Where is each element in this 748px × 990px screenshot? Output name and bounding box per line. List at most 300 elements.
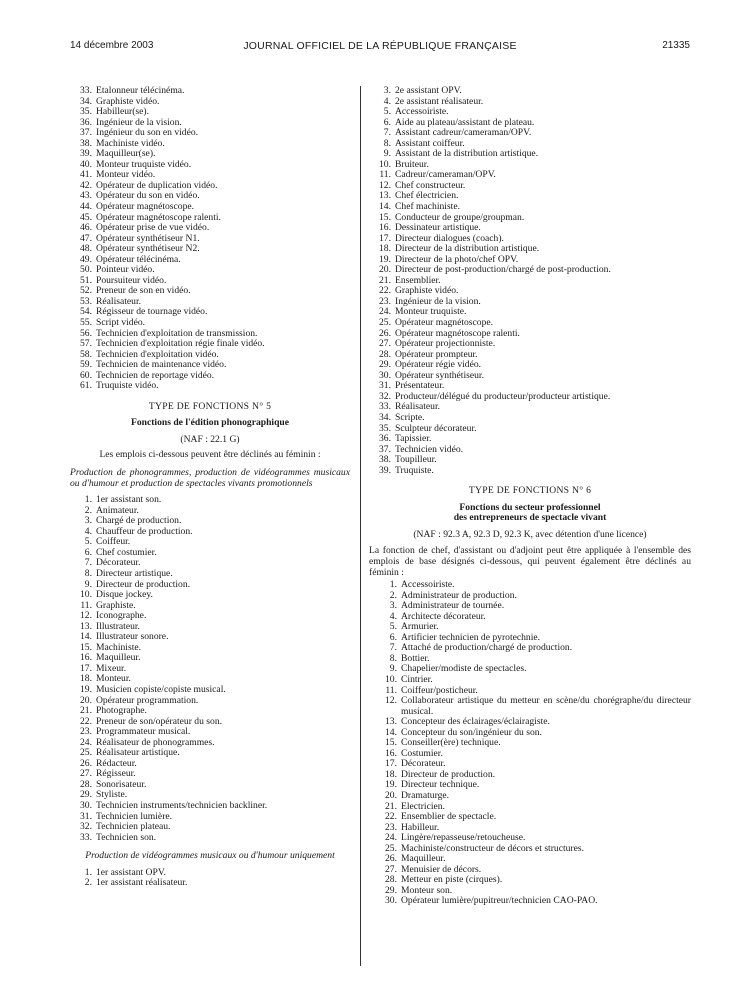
list-item-number: 11. [80,599,92,611]
list-item [70,160,350,171]
list-item [70,97,350,108]
list-item [375,802,691,813]
list-item-number: 18. [379,243,391,255]
list-item-number: 33. [80,85,92,96]
list-item [70,759,350,770]
list-item-number: 19. [80,683,92,695]
list-item-text: Directeur dialogues (coach). [395,233,504,244]
list-item [369,307,691,318]
list-item [70,213,350,224]
list-item-number: 11. [385,684,397,696]
list-item [369,318,691,329]
section5-group2-list [70,868,350,889]
list-item-number: 16. [379,222,391,234]
list-item [369,107,691,118]
list-item-text: Musicien copiste/copiste musical. [96,684,226,695]
section6-list [369,580,691,907]
list-item-number: 30. [80,800,92,811]
list-item-number: 50. [80,264,92,276]
list-item-number: 29. [385,884,397,896]
list-item-text: Technicien d'exploitation régie finale vidéo. [96,339,265,350]
list-item [375,633,691,644]
section6-intro: La fonction de chef, d'assistant ou d'adjoint peut être appliquée à l'ensemble des emplois de base désignés ci-dessous, qui peuvent également être déclinés au féminin : [369,545,691,578]
list-item [369,402,691,413]
list-item [70,558,350,569]
list-item-text: Concepteur des éclairages/éclairagiste. [401,717,550,728]
list-item [369,181,691,192]
list-item-number: 35. [379,422,391,434]
list-item [70,706,350,717]
list-item-text: Conducteur de groupe/groupman. [395,212,525,223]
list-item-number: 26. [80,757,92,769]
list-item-number: 4. [84,525,92,537]
list-item [70,664,350,675]
list-item-number: 1. [84,494,92,506]
list-item [375,580,691,591]
list-item [70,128,350,139]
list-item [369,276,691,287]
list-item-text: Opérateur prompteur. [395,349,478,360]
list-item-text: Accessoiriste. [401,580,455,591]
list-item-number: 9. [389,663,397,675]
list-item [70,643,350,654]
list-item-text: Technicien vidéo. [395,444,464,455]
list-item [369,424,691,435]
list-item-number: 21. [379,274,391,286]
list-item-number: 23. [80,726,92,738]
list-item [70,696,350,707]
list-item-text: Preneur de son/opérateur du son. [96,716,223,727]
list-item [70,86,350,97]
list-item-number: 44. [80,201,92,213]
list-item-number: 28. [80,778,92,790]
list-item [70,170,350,181]
list-item-number: 29. [80,789,92,801]
list-item-number: 13. [379,190,391,202]
list-item-text: Opérateur lumière/pupitreur/technicien CAO-PAO. [401,896,598,907]
list-item-number: 11. [379,169,391,181]
list-item-text: Monteur truquiste. [395,307,467,318]
list-type4-continued [70,86,350,392]
list-item [369,213,691,224]
list-item [70,580,350,591]
list-item-text: Technicien d'exploitation vidéo. [96,349,219,360]
list-item-text: Producteur/délégué du producteur/producteur artistique. [395,391,611,402]
list-item [369,445,691,456]
list-item-text: Chef constructeur. [395,180,466,191]
list-item-text: Opérateur prise de vue vidéo. [96,223,210,234]
list-item [70,495,350,506]
list-item-text: Chef machiniste. [395,202,461,213]
list-item-text: Assistant cadreur/cameraman/OPV. [395,128,532,139]
list-item-number: 18. [385,768,397,780]
list-item-text: Décorateur. [96,558,141,569]
list-item-text: Electricien. [401,801,445,812]
list-item [375,738,691,749]
list-item-text: Graphiste vidéo. [96,96,160,107]
list-item [369,339,691,350]
list-item [70,223,350,234]
list-item-text: Animateur. [96,505,139,516]
list-item-text: Réalisateur. [96,296,142,307]
list-item-text: Opérateur régie vidéo. [395,360,482,371]
list-item [369,381,691,392]
list-item-text: Opérateur synthétiseur N1. [96,233,200,244]
list-item [369,255,691,266]
list-item-text: Coiffeur. [96,537,131,548]
list-item [375,664,691,675]
list-item [369,244,691,255]
list-item-number: 8. [383,137,391,149]
list-item-number: 33. [80,831,92,843]
list-item [369,97,691,108]
list-item-text: Directeur artistique. [96,568,173,579]
list-item-number: 25. [379,317,391,329]
list-item-text: Etalonneur télécinéma. [96,86,185,96]
list-item [70,569,350,580]
list-item-text: Artificier technicien de pyrotechnie. [401,632,541,643]
list-item-text: Illustrateur sonore. [96,632,169,643]
list-item-number: 37. [80,127,92,139]
list-item-text: Graphiste vidéo. [395,286,459,297]
list-item [375,780,691,791]
list-item-number: 48. [80,243,92,255]
list-item [369,160,691,171]
list-item-number: 40. [80,158,92,170]
list-item-number: 15. [80,641,92,653]
section5-subtitle: Fonctions de l'édition phonographique [130,417,290,429]
list-item-number: 4. [389,610,397,622]
list-item [369,128,691,139]
list-item [70,674,350,685]
list-item-text: Tapissier. [395,434,432,445]
list-item-number: 1. [84,866,92,878]
list-item-number: 47. [80,232,92,244]
list-item-text: 2e assistant réalisateur. [395,96,484,107]
list-item-text: Réalisateur de phonogrammes. [96,737,215,748]
list-item-text: Truquiste. [395,465,434,476]
list-item [70,790,350,801]
list-item [70,139,350,150]
list-item [369,297,691,308]
list-item-text: Directeur de production. [401,769,496,780]
list-item-text: Illustrateur. [96,621,140,632]
list-item-text: Concepteur du son/ingénieur du son. [401,727,542,738]
list-item-text: Opérateur projectionniste. [395,339,496,350]
list-item-number: 30. [379,369,391,381]
list-item [369,413,691,424]
list-item [70,318,350,329]
list-item-text: Ingénieur de la vision. [96,117,182,128]
list-item [70,727,350,738]
list-item [70,748,350,759]
list-item-text: Machiniste. [96,642,142,653]
list-item-text: Sonorisateur. [96,779,147,790]
list-item [375,622,691,633]
list-item-number: 6. [383,116,391,128]
list-item [375,717,691,728]
list-item-number: 25. [80,747,92,759]
list-item-text: Technicien d'exploitation de transmission. [96,328,258,339]
list-item-number: 21. [80,705,92,717]
list-item [70,801,350,812]
list-item-text: Truquiste vidéo. [96,381,159,392]
list-item [70,632,350,643]
list-item-number: 3. [389,600,397,612]
list-item [369,455,691,466]
list-item-text: Administrateur de production. [401,590,517,601]
list-item-text: Directeur de post-production/chargé de post-production. [395,265,611,276]
right-column [369,86,691,907]
list-item [369,223,691,234]
list-item-number: 30. [385,895,397,907]
list-item-number: 6. [84,546,92,558]
list-item-number: 2. [389,589,397,601]
list-item-number: 37. [379,443,391,455]
list-item-number: 21. [385,800,397,812]
list-item-number: 18. [80,673,92,685]
list-item-number: 17. [379,232,391,244]
list-item [70,527,350,538]
list-item-text: Ensemblier de spectacle. [401,812,497,823]
list-item-text: Sculpteur décorateur. [395,423,477,434]
list-item-number: 42. [80,179,92,191]
list-item [375,896,691,907]
list-item-text: Technicien plateau. [96,822,171,833]
list-item-text: Habilleur(se). [96,107,150,118]
list-item-number: 29. [379,359,391,371]
list-item-text: Opérateur du son en vidéo. [96,191,200,202]
list-item-number: 10. [385,673,397,685]
list-item [369,392,691,403]
list-item-text: Cadreur/cameraman/OPV. [395,170,496,181]
list-item [369,371,691,382]
list-item-text: Monteur vidéo. [96,170,156,181]
list-item [70,717,350,728]
list-item-number: 61. [80,380,92,392]
list-item-number: 9. [84,578,92,590]
list-item-text: Maquilleur. [96,653,141,664]
list-item [70,506,350,517]
list-item-number: 14. [379,201,391,213]
list-item-number: 15. [379,211,391,223]
list-item [70,202,350,213]
list-item [70,653,350,664]
list-item [70,769,350,780]
list-item [375,812,691,823]
list-item-text: Technicien son. [96,832,157,843]
list-item [70,329,350,340]
list-item-number: 59. [80,359,92,371]
list-item-number: 17. [385,758,397,770]
list-item-text: Poursuiteur vidéo. [96,275,167,286]
list-item-text: 1er assistant son. [96,495,162,506]
list-item [70,371,350,382]
list-item [70,234,350,245]
list-item [70,350,350,361]
list-item [70,833,350,844]
list-item-number: 8. [389,652,397,664]
list-item-number: 36. [379,433,391,445]
list-item-text: Assistant de la distribution artistique. [395,149,539,160]
list-item-text: Opérateur magnétoscope ralenti. [96,212,221,223]
list-item-number: 14. [385,726,397,738]
list-item [70,191,350,202]
list-item-text: Opérateur programmation. [96,695,199,706]
list-item [70,255,350,266]
list-item [375,833,691,844]
list-item [70,276,350,287]
list-item [70,118,350,129]
section5-intro: Les emplois ci-dessous peuvent être déclinés au féminin : [99,448,321,460]
left-column [70,86,350,889]
list-item-number: 39. [80,148,92,160]
list-item-text: Directeur de la photo/chef OPV. [395,254,519,265]
list-item [70,812,350,823]
list-item [369,234,691,245]
list-item-number: 5. [383,106,391,118]
list-item [70,244,350,255]
list-item [70,307,350,318]
list-item [375,643,691,654]
list-item-number: 45. [80,211,92,223]
list-item-number: 24. [80,736,92,748]
list-item-text: Réalisateur artistique. [96,748,180,759]
list-item [369,170,691,181]
journal-title: JOURNAL OFFICIEL DE LA RÉPUBLIQUE FRANÇAISE [243,40,517,52]
list-item-text: Lingère/repasseuse/retoucheuse. [401,833,526,844]
section6-subtitle-1: Fonctions du secteur professionnel [459,501,601,513]
list-item [369,265,691,276]
list-item-text: Directeur de la distribution artistique. [395,244,540,255]
list-item [375,654,691,665]
list-item-text: Technicien de reportage vidéo. [96,370,215,381]
list-item-number: 1. [389,579,397,591]
list-item-text: Dessinateur artistique. [395,223,481,234]
list-item-text: Monteur truquiste vidéo. [96,159,192,170]
list-item-number: 27. [385,863,397,875]
list-item-text: Technicien instruments/technicien backliner. [96,801,268,811]
list-item [369,202,691,213]
list-item-number: 32. [379,390,391,402]
list-item-text: Dramaturge. [401,791,450,801]
list-item-number: 52. [80,285,92,297]
list-item-number: 55. [80,317,92,329]
list-item-text: Opérateur synthétiseur N2. [96,244,200,255]
list-item-number: 56. [80,327,92,339]
list-item [375,591,691,602]
list-item-text: Chef électricien. [395,191,459,202]
list-item [375,791,691,802]
list-item [70,878,350,889]
list-item-number: 24. [379,306,391,318]
list-item-text: Disque jockey. [96,590,153,601]
list-item-number: 12. [80,610,92,622]
list-item-text: Chapelier/modiste de spectacles. [401,664,527,675]
list-item-text: Conseiller(ère) technique. [401,738,501,749]
list-item-number: 6. [389,631,397,643]
list-item-text: Cintrier. [401,674,433,685]
list-item-number: 20. [80,694,92,706]
list-item-text: Chargé de production. [96,516,182,527]
list-item-number: 3. [84,515,92,527]
list-item-number: 5. [84,536,92,548]
list-item [369,286,691,297]
list-item-number: 26. [379,327,391,339]
list-item-text: Opérateur synthétiseur. [395,370,484,381]
list-item-number: 13. [385,716,397,728]
list-item-text: 1er assistant OPV. [96,867,166,878]
list-item-number: 36. [80,116,92,128]
list-item-text: Iconographe. [96,611,147,622]
list-item-number: 35. [80,106,92,118]
list-item-text: Technicien lumière. [96,811,173,822]
list-item-text: Armurier. [401,622,439,633]
list-item-number: 34. [379,411,391,423]
list-item-number: 13. [80,620,92,632]
list-item [70,537,350,548]
list-item-text: Directeur de production. [96,579,191,590]
list-item-number: 7. [389,642,397,654]
list-item-number: 46. [80,222,92,234]
list-item-text: Costumier. [401,748,443,759]
list-item [70,611,350,622]
list-item-text: Ensemblier. [395,275,441,286]
section5-group2-heading: Production de vidéogrammes musicaux ou d'humour uniquement [85,850,335,862]
list-item [369,86,691,97]
page-number: 21335 [662,40,690,51]
list-item-number: 31. [80,810,92,822]
list-item-number: 49. [80,253,92,265]
list-item-text: Maquilleur(se). [96,149,156,160]
list-item-number: 23. [379,295,391,307]
list-item-number: 34. [80,95,92,107]
list-item-text: Directeur technique. [401,780,480,791]
list-item-text: Accessoiriste. [395,107,449,118]
list-item-number: 23. [385,821,397,833]
list-item [70,360,350,371]
list-item-number: 31. [379,380,391,392]
list-item-number: 16. [385,747,397,759]
list-item-text: Opérateur magnétoscope. [96,202,195,213]
list-item-text: Chef costumier. [96,547,157,558]
list-item [375,865,691,876]
list-item-text: Attaché de production/chargé de production. [401,643,573,654]
list-item [70,297,350,308]
list-item-number: 60. [80,369,92,381]
list-item-number: 38. [379,454,391,466]
list-item [369,191,691,202]
list-item-text: Aide au plateau/assistant de plateau. [395,117,535,128]
list-item-text: Ingénieur de la vision. [395,296,481,307]
list-item-text: Monteur. [96,674,131,685]
list-item-number: 53. [80,295,92,307]
list-item [375,759,691,770]
list-item-number: 22. [379,285,391,297]
list-item [375,749,691,760]
list-item [70,780,350,791]
list-item-text: Réalisateur. [395,402,441,413]
list-item-number: 4. [383,95,391,107]
list-item [375,823,691,834]
list-item [70,622,350,633]
list-item-number: 7. [84,557,92,569]
list-item-text: Bruiteur. [395,159,429,170]
list-item [70,738,350,749]
list-item-number: 54. [80,306,92,318]
list-item-number: 2. [84,504,92,516]
section6-subtitle-2: des entrepreneurs de spectacle vivant [453,512,607,524]
